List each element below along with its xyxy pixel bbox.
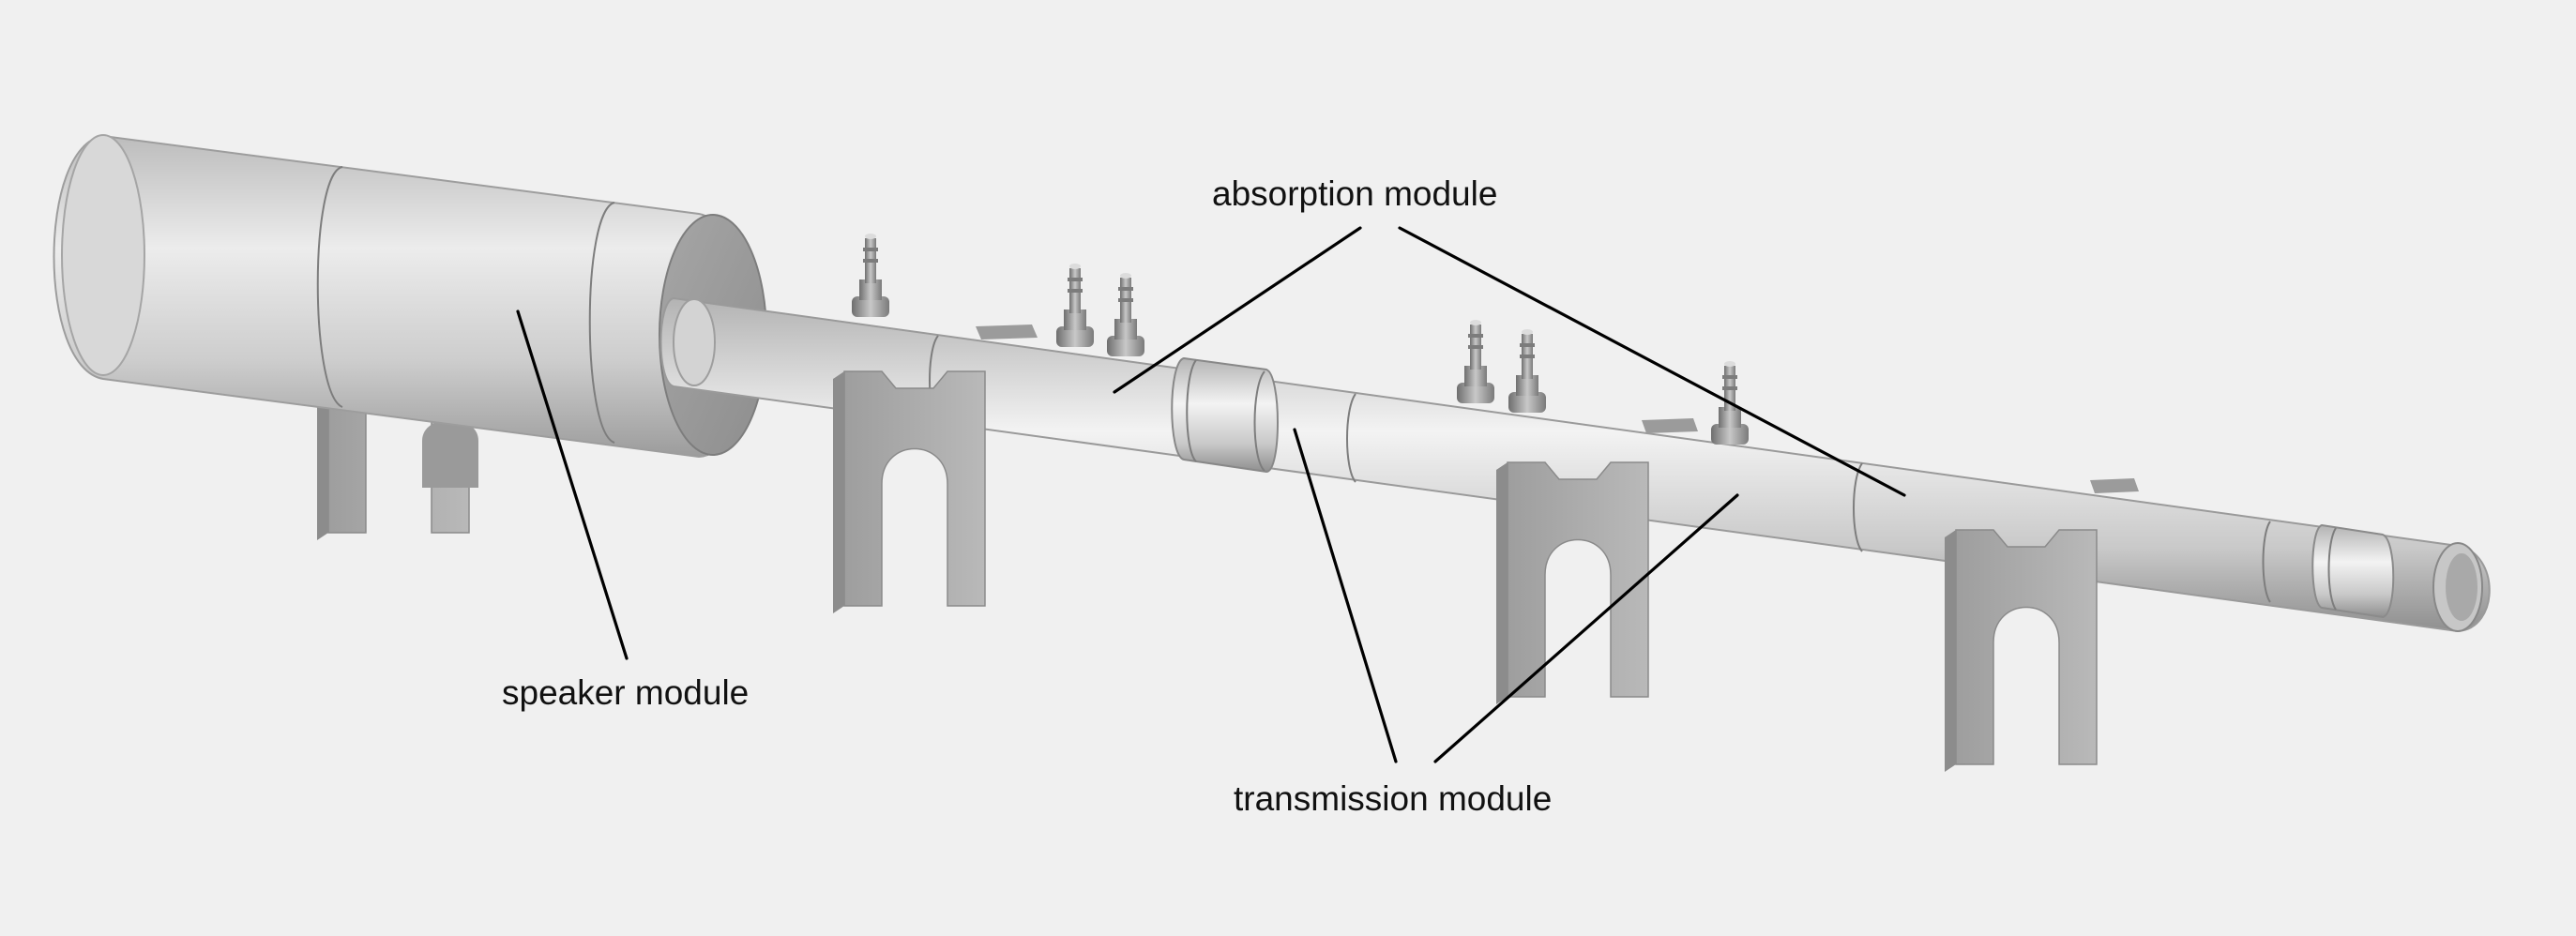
- main-tube: [661, 298, 2490, 631]
- label-speaker-module: speaker module: [502, 673, 750, 712]
- label-transmission-module: transmission module: [1234, 779, 1553, 818]
- speaker-cylinder: [54, 135, 767, 457]
- label-absorption-module: absorption module: [1212, 174, 1498, 213]
